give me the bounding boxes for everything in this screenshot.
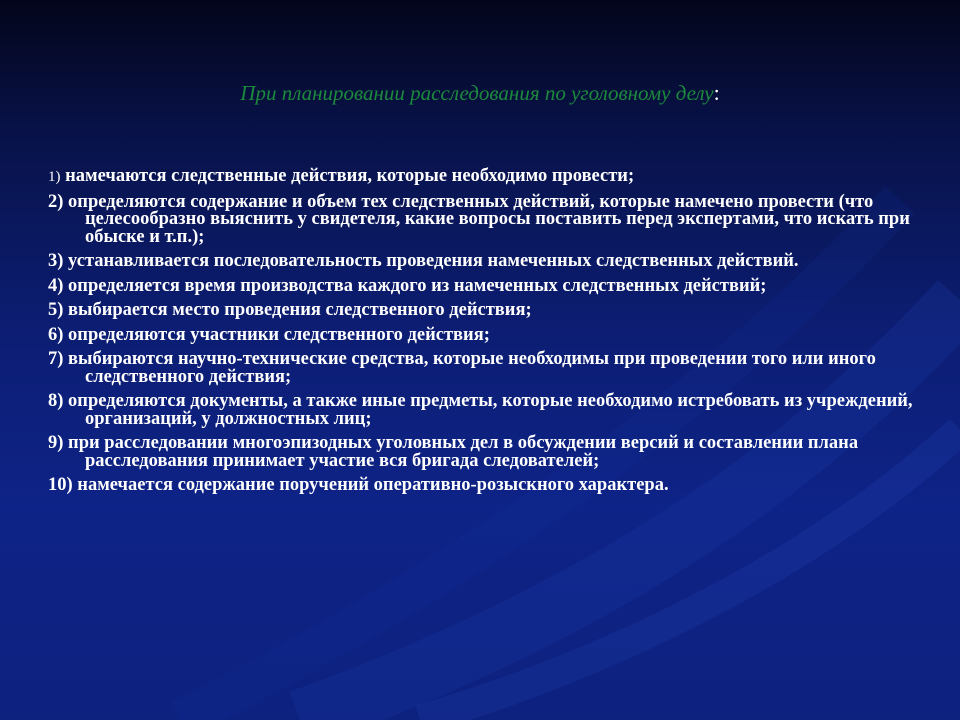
list-item-number: 7)	[48, 349, 64, 369]
list-item-text: выбирается место проведения следственного действия;	[68, 300, 532, 320]
investigation-planning-list	[48, 168, 928, 502]
slide-title-text: При планировании расследования по уголовному делу	[240, 81, 714, 105]
list-item	[48, 435, 928, 470]
list-item	[48, 477, 928, 495]
list-item-number: 9)	[48, 433, 64, 453]
slide-title	[0, 80, 960, 106]
list-item	[48, 324, 928, 345]
list-item-number: 5)	[48, 300, 64, 320]
list-item	[48, 275, 928, 296]
list-item-text: определяется время производства каждого из намеченных следственных действий;	[68, 275, 767, 296]
list-item-text: определяются документы, а также иные предметы, которые необходимо истребовать из учреждений, организаций, у должностных лиц;	[68, 391, 913, 429]
list-item-number: 2)	[48, 191, 64, 212]
list-item	[48, 168, 928, 187]
list-item-number: 3)	[48, 251, 64, 271]
list-item	[48, 302, 928, 320]
list-item	[48, 253, 928, 271]
list-item-number: 1)	[48, 169, 61, 185]
list-item-number: 8)	[48, 391, 64, 411]
list-item-text: при расследовании многоэпизодных уголовных дел в обсуждении версий и составлении плана расследования принимает участие вся бригада следователей;	[68, 433, 859, 471]
list-item	[48, 191, 928, 247]
list-item	[48, 393, 928, 428]
list-item-number: 10)	[48, 475, 73, 495]
list-item-number: 6)	[48, 324, 64, 345]
list-item-text: намечаются следственные действия, которые необходимо провести;	[65, 166, 635, 186]
list-item-text: определяются содержание и объем тех следственных действий, которые намечено провести (что целесообразно выяснить у свидетеля, какие вопросы поставить перед экспертами, что искать при обыске и т.п.);	[68, 191, 910, 247]
list-item-number: 4)	[48, 275, 64, 296]
list-item-text: намечается содержание поручений оперативно-розыскного характера.	[77, 475, 669, 495]
list-item-text: определяются участники следственного действия;	[68, 324, 490, 345]
slide-title-colon: :	[713, 80, 720, 105]
list-item	[48, 351, 928, 386]
list-item-text: устанавливается последовательность проведения намеченных следственных действий.	[68, 251, 799, 271]
list-item-text: выбираются научно-технические средства, которые необходимы при проведении того или иного следственного действия;	[68, 349, 876, 387]
